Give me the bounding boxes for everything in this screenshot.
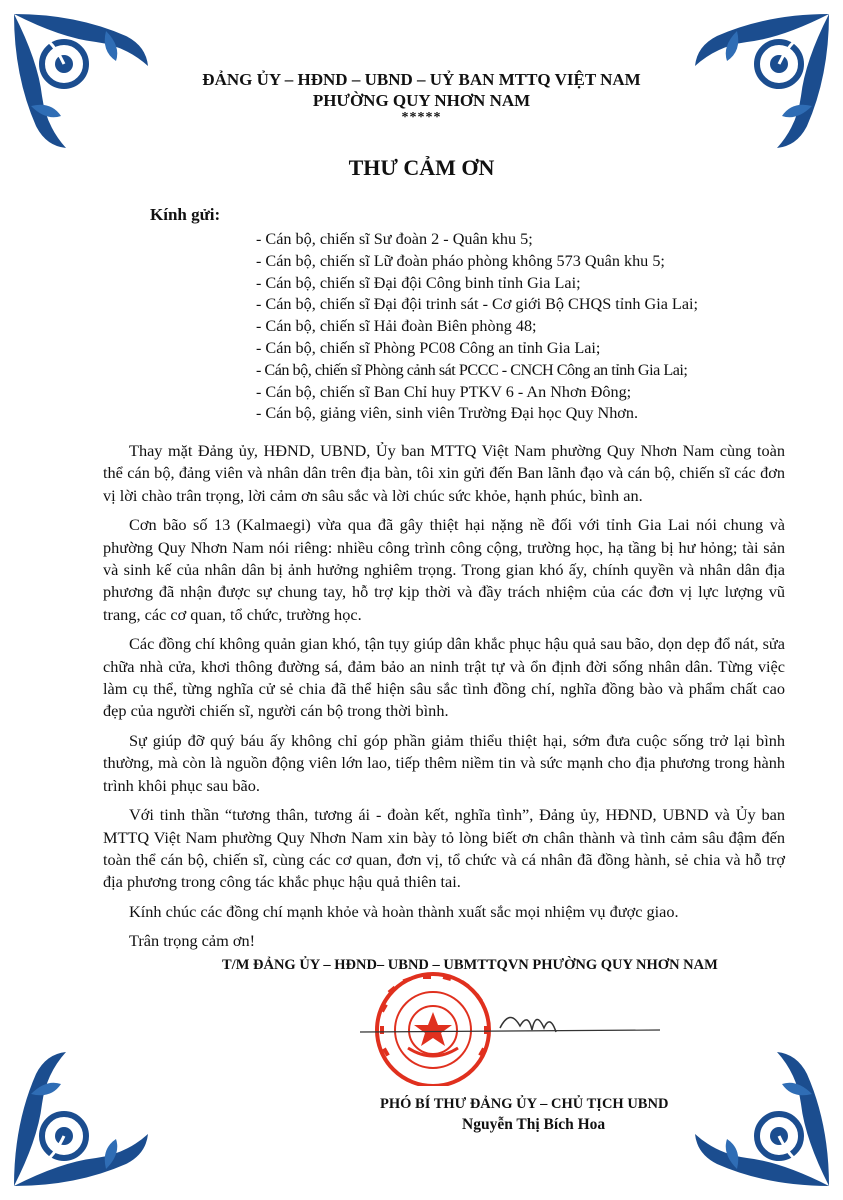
recipient-item: - Cán bộ, chiến sĩ Phòng PC08 Công an tỉnh Gia Lai; bbox=[256, 338, 601, 357]
signer-position: PHÓ BÍ THƯ ĐẢNG ỦY – CHỦ TỊCH UBND bbox=[380, 1096, 669, 1112]
organization-header: ĐẢNG ỦY – HĐND – UBND – UỶ BAN MTTQ VIỆT NAM bbox=[202, 70, 641, 89]
ward-name: PHƯỜNG QUY NHƠN NAM bbox=[312, 91, 531, 110]
signer-name: Nguyễn Thị Bích Hoa bbox=[462, 1116, 606, 1133]
recipient-item: - Cán bộ, chiến sĩ Đại đội trinh sát - Cơ giới Bộ CHQS tỉnh Gia Lai; bbox=[256, 295, 699, 314]
recipient-item: - Cán bộ, chiến sĩ Đại đội Công binh tỉnh Gia Lai; bbox=[256, 273, 581, 292]
body-paragraph: Trân trọng cảm ơn! bbox=[129, 931, 256, 951]
corner-ornament-bottom-right bbox=[687, 1044, 837, 1194]
recipient-list bbox=[256, 229, 698, 425]
body-paragraph: Thay mặt Đảng ủy, HĐND, UBND, Ủy ban MTTQ Việt Nam phường Quy Nhơn Nam cùng toàn thể cán bộ, đảng viên và nhân dân trên địa bàn, tôi xin gửi đến Ban lãnh đạo và cán bộ, chiến sĩ các đơn vị lời chào trân trọng, lời cảm ơn sâu sắc và lời chúc sức khỏe, hạnh phúc, bình an. bbox=[103, 441, 785, 505]
recipient-item: - Cán bộ, chiến sĩ Lữ đoàn pháo phòng không 573 Quân khu 5; bbox=[256, 251, 665, 270]
body-paragraph: Cơn bão số 13 (Kalmaegi) vừa qua đã gây thiệt hại nặng nề đối với tỉnh Gia Lai nói chung và phường Quy Nhơn Nam nói riêng: nhiều công trình công cộng, trường học, hạ tầng bị hư hỏng; tài sản và sinh kế của nhân dân bị ảnh hưởng nghiêm trọng. Trong gian khó ấy, chính quyền và nhân dân địa phương đã nhận được sự chung tay, hỗ trợ kịp thời và đầy trách nhiệm của các đơn vị lực lượng vũ trang, các cơ quan, tổ chức, trường học. bbox=[103, 515, 785, 624]
recipient-item: - Cán bộ, chiến sĩ Ban Chỉ huy PTKV 6 - An Nhơn Đông; bbox=[256, 382, 632, 401]
recipient-item: - Cán bộ, chiến sĩ Sư đoàn 2 - Quân khu 5; bbox=[256, 230, 533, 248]
greeting: Kính gửi: bbox=[150, 205, 221, 224]
body-paragraph: Với tinh thần “tương thân, tương ái - đoàn kết, nghĩa tình”, Đảng ủy, HĐND, UBND và Ủy ban MTTQ Việt Nam phường Quy Nhơn Nam xin bày tỏ lòng biết ơn chân thành và tình cảm sâu đậm đến toàn thể cán bộ, chiến sĩ, cùng các cơ quan, đơn vị, tổ chức và cá nhân đã đồng hành, sẻ chia và hỗ trợ địa phương trong công tác khắc phục hậu quả thiên tai. bbox=[103, 805, 785, 892]
body-paragraph: Kính chúc các đồng chí mạnh khỏe và hoàn thành xuất sắc mọi nhiệm vụ được giao. bbox=[129, 901, 679, 921]
body-paragraph: Sự giúp đỡ quý báu ấy không chỉ góp phần giảm thiểu thiệt hại, sớm đưa cuộc sống trở lại bình thường, mà còn là nguồn động viên lớn lao, tiếp thêm niềm tin và sức mạnh cho địa phương trong hành trình khôi phục sau bão. bbox=[103, 730, 785, 795]
recipient-item: - Cán bộ, giảng viên, sinh viên Trường Đại học Quy Nhơn. bbox=[256, 404, 638, 423]
handwritten-signature bbox=[360, 1000, 670, 1060]
recipient-item: - Cán bộ, chiến sĩ Phòng cảnh sát PCCC - CNCH Công an tỉnh Gia Lai; bbox=[256, 360, 688, 379]
body-paragraph: Các đồng chí không quản gian khó, tận tụy giúp dân khắc phục hậu quả sau bão, dọn dẹp đổ nát, sửa chữa nhà cửa, khơi thông đường sá, đảm bảo an ninh trật tự và ổn định đời sống nhân dân. Từng việc làm cụ thể, từng nghĩa cử sẻ chia đã thể hiện sâu sắc tình đồng chí, nghĩa đồng bào và phẩm chất cao đẹp của người chiến sĩ, người cán bộ trong thời bình. bbox=[103, 634, 785, 721]
header-stars: ***** bbox=[401, 110, 442, 125]
corner-ornament-bottom-left bbox=[6, 1044, 156, 1194]
on-behalf-line: T/M ĐẢNG ỦY – HĐND– UBND – UBMTTQVN PHƯỜNG QUY NHƠN NAM bbox=[222, 957, 718, 973]
letter-body bbox=[103, 440, 785, 960]
recipient-item: - Cán bộ, chiến sĩ Hải đoàn Biên phòng 48; bbox=[256, 317, 537, 336]
letter-title: THƯ CẢM ƠN bbox=[348, 155, 495, 180]
